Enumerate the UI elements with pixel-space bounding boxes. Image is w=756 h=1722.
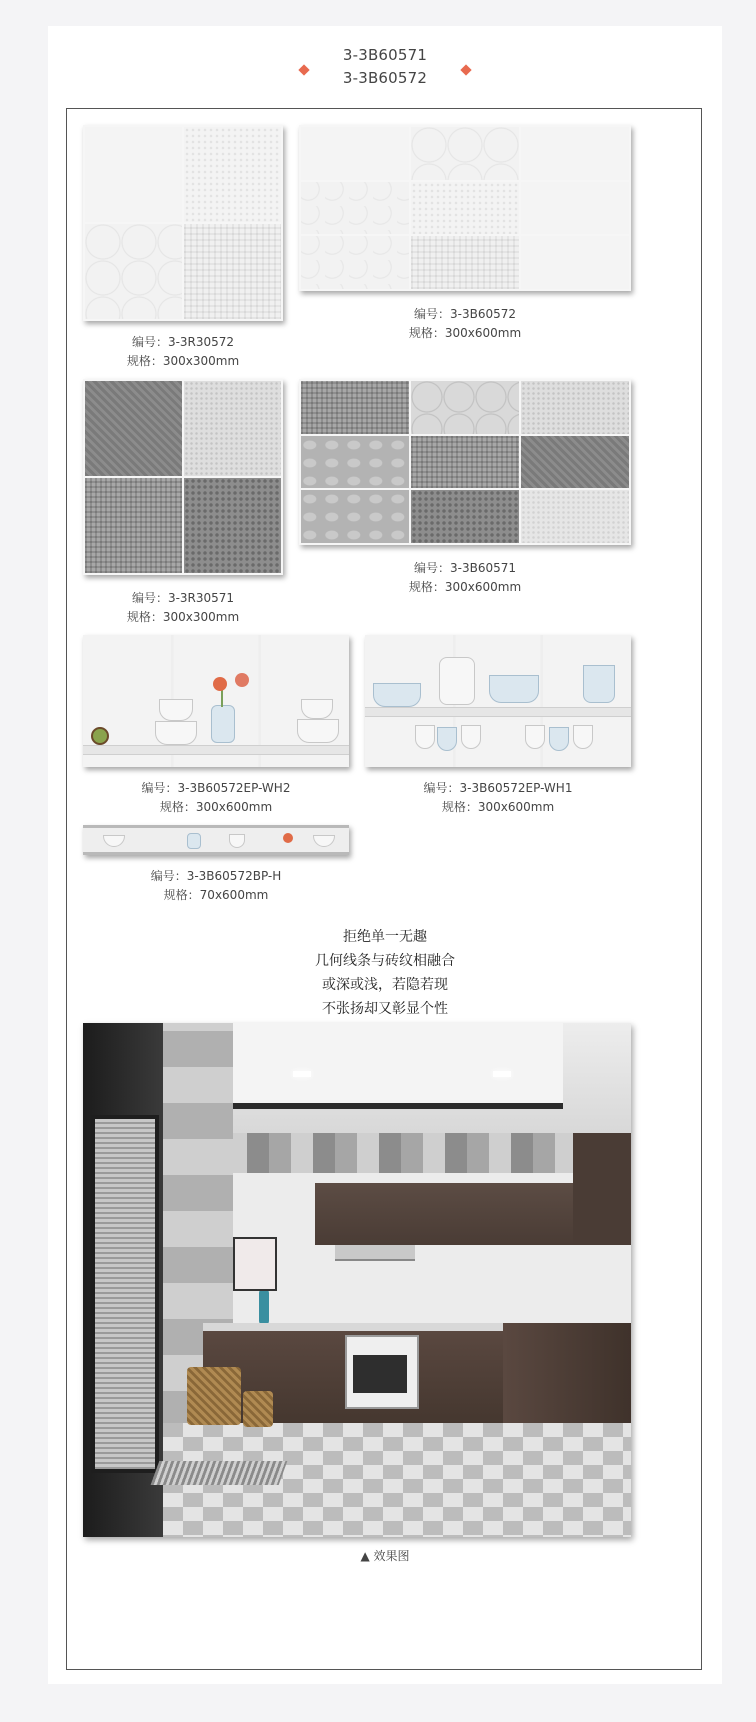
effect-image-caption: ▲ 效果图 [360,1549,410,1563]
tile-code: 编号：3-3B60571 [413,561,516,575]
page-title [48,44,722,90]
slogan-line: 几何线条与砖纹相融合 [315,953,455,969]
tile-code: 编号：3-3R30571 [131,591,235,605]
slogan-line: 不张扬却又彰显个性 [322,1001,448,1017]
tile-spec: 规格：300x600mm [408,326,522,340]
tile-image-3r30572 [83,125,283,321]
product-page [48,26,722,1684]
tile-image-3b60572 [299,125,631,291]
tile-caption [299,305,631,343]
tile-code: 编号：3-3B60572BP-H [150,869,282,883]
tile-image-3b60572ep-wh2 [83,635,349,767]
slogan-block [67,925,703,1021]
tile-spec: 规格：300x600mm [408,580,522,594]
tile-caption [83,779,349,817]
slogan-line: 拒绝单一无趣 [343,929,427,945]
tile-image-3r30571 [83,379,283,575]
tile-spec: 规格：300x300mm [126,610,240,624]
slogan-line: 或深或浅，若隐若现 [322,977,448,993]
tile-image-3b60572bp-h [83,825,349,855]
tile-caption [299,559,631,597]
tile-caption [83,867,349,905]
kitchen-effect-image [83,1023,631,1537]
tile-spec: 规格：300x600mm [159,800,273,814]
tile-code: 编号：3-3R30572 [131,335,235,349]
tile-image-3b60572ep-wh1 [365,635,631,767]
tile-code: 编号：3-3B60572EP-WH2 [141,781,291,795]
tile-spec: 规格：300x300mm [126,354,240,368]
tile-caption [83,333,283,371]
tile-caption [83,589,283,627]
title-code-1: 3-3B60571 [342,46,428,64]
tile-image-3b60571 [299,379,631,545]
tile-spec: 规格：300x600mm [441,800,555,814]
tile-code: 编号：3-3B60572EP-WH1 [423,781,573,795]
tile-code: 编号：3-3B60572 [413,307,516,321]
tile-spec: 规格：70x600mm [163,888,269,902]
title-code-2: 3-3B60572 [342,69,428,87]
tile-caption [365,779,631,817]
content-frame [66,108,702,1670]
